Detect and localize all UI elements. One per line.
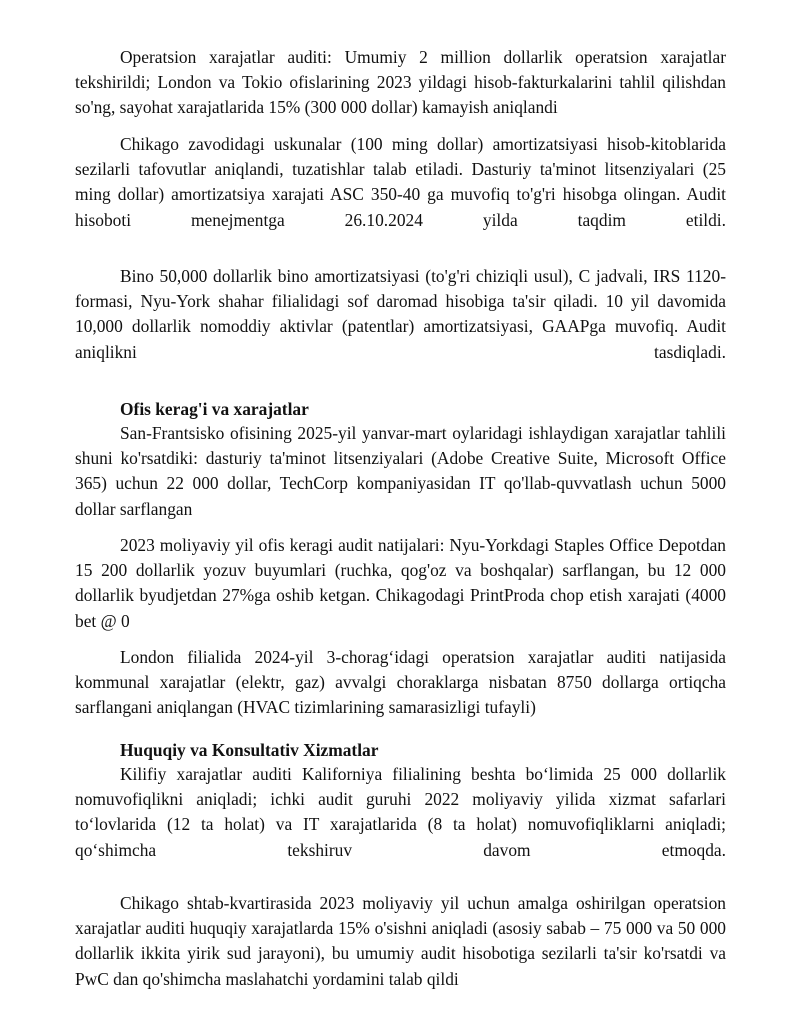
paragraph-california-branch-audit: Kilifiy xarajatlar auditi Kaliforniya filialining beshta bo‘limida 25 000 dollarlik nomuvofiqlikni aniqladi; ichki audit guruhi 2022 moliyaviy yilida xizmat safarlari to‘lovlarida (12 ta holat) va IT xarajatlarida (8 ta holat) nomuvofiqliklarni aniqladi; qo‘shimcha tekshiruv davom etmoqda. xyxy=(75,764,726,860)
paragraph-office-supplies-audit-2023: 2023 moliyaviy yil ofis keragi audit natijalari: Nyu-Yorkdagi Staples Office Depotdan 15 200 dollarlik yozuv buyumlari (ruchka, qog'oz va boshqalar) sarflangan, bu 12 000 dollarlik byudjetdan 27%ga oshib ketgan. Chikagodagi PrintProda chop etish xarajati (4000 bet @ 0 xyxy=(75,535,726,631)
heading-legal-consulting: Huquqiy va Konsultativ Xizmatlar xyxy=(120,740,379,760)
heading-office-supplies: Ofis kerag'i va xarajatlar xyxy=(120,399,309,419)
paragraph-london-branch-utilities: London filialida 2024-yil 3-chorag‘idagi operatsion xarajatlar auditi natijasida kommunal xarajatlar (elektr, gaz) avvalgi choraklarga nisbatan 8750 dollarga ortiqcha sarflangani aniqlangan (HVAC tizimlarining samarasizligi tufayli) xyxy=(75,647,726,718)
paragraph-san-francisco-office: San-Frantsisko ofisining 2025-yil yanvar-mart oylaridagi ishlaydigan xarajatlar tahlili shuni ko'rsatdiki: dasturiy ta'minot litsenziyalari (Adobe Creative Suite, Microsoft Office 365) uchun 22 000 dollar, TechCorp kompaniyasidan IT qo'llab-quvvatlash uchun 5000 dollar sarflangan xyxy=(75,423,726,519)
paragraph-operational-expenses-audit: Operatsion xarajatlar auditi: Umumiy 2 million dollarlik operatsion xarajatlar tekshirildi; London va Tokio ofislarining 2023 yildagi hisob-fakturkalarini tahlil qilishdan so'ng, sayohat xarajatlarida 15% (300 000 dollar) kamayish aniqlandi xyxy=(75,47,726,118)
paragraph-chicago-headquarters-legal: Chikago shtab-kvartirasida 2023 moliyaviy yil uchun amalga oshirilgan operatsion xarajatlar auditi huquqiy xarajatlarda 15% o'sishni aniqladi (asosiy sabab – 75 000 va 50 000 dollarlik ikkita yirik sud jarayoni), bu umumiy audit hisobotiga sezilarli ta'sir ko'rsatdi va PwC dan qo'shimcha maslahatchi yordamini talab qildi xyxy=(75,893,726,989)
paragraph-chicago-equipment-amortization: Chikago zavodidagi uskunalar (100 ming dollar) amortizatsiyasi hisob-kitoblarida sezilarli tafovutlar aniqlandi, tuzatishlar talab etiladi. Dasturiy ta'minot litsenziyalari (25 ming dollar) amortizatsiya xarajati ASC 350-40 ga muvofiq to'g'ri hisobga olingan. Audit hisoboti menejmentga 26.10.2024 yilda taqdim etildi. xyxy=(75,134,726,230)
paragraph-building-amortization: Bino 50,000 dollarlik bino amortizatsiyasi (to'g'ri chiziqli usul), C jadvali, IRS 1120-formasi, Nyu-York shahar filialidagi sof daromad hisobiga ta'sir qiladi. 10 yil davomida 10,000 dollarlik nomoddiy aktivlar (patentlar) amortizatsiyasi, GAAPga muvofiq. Audit aniqlikni tasdiqladi. xyxy=(75,266,726,362)
